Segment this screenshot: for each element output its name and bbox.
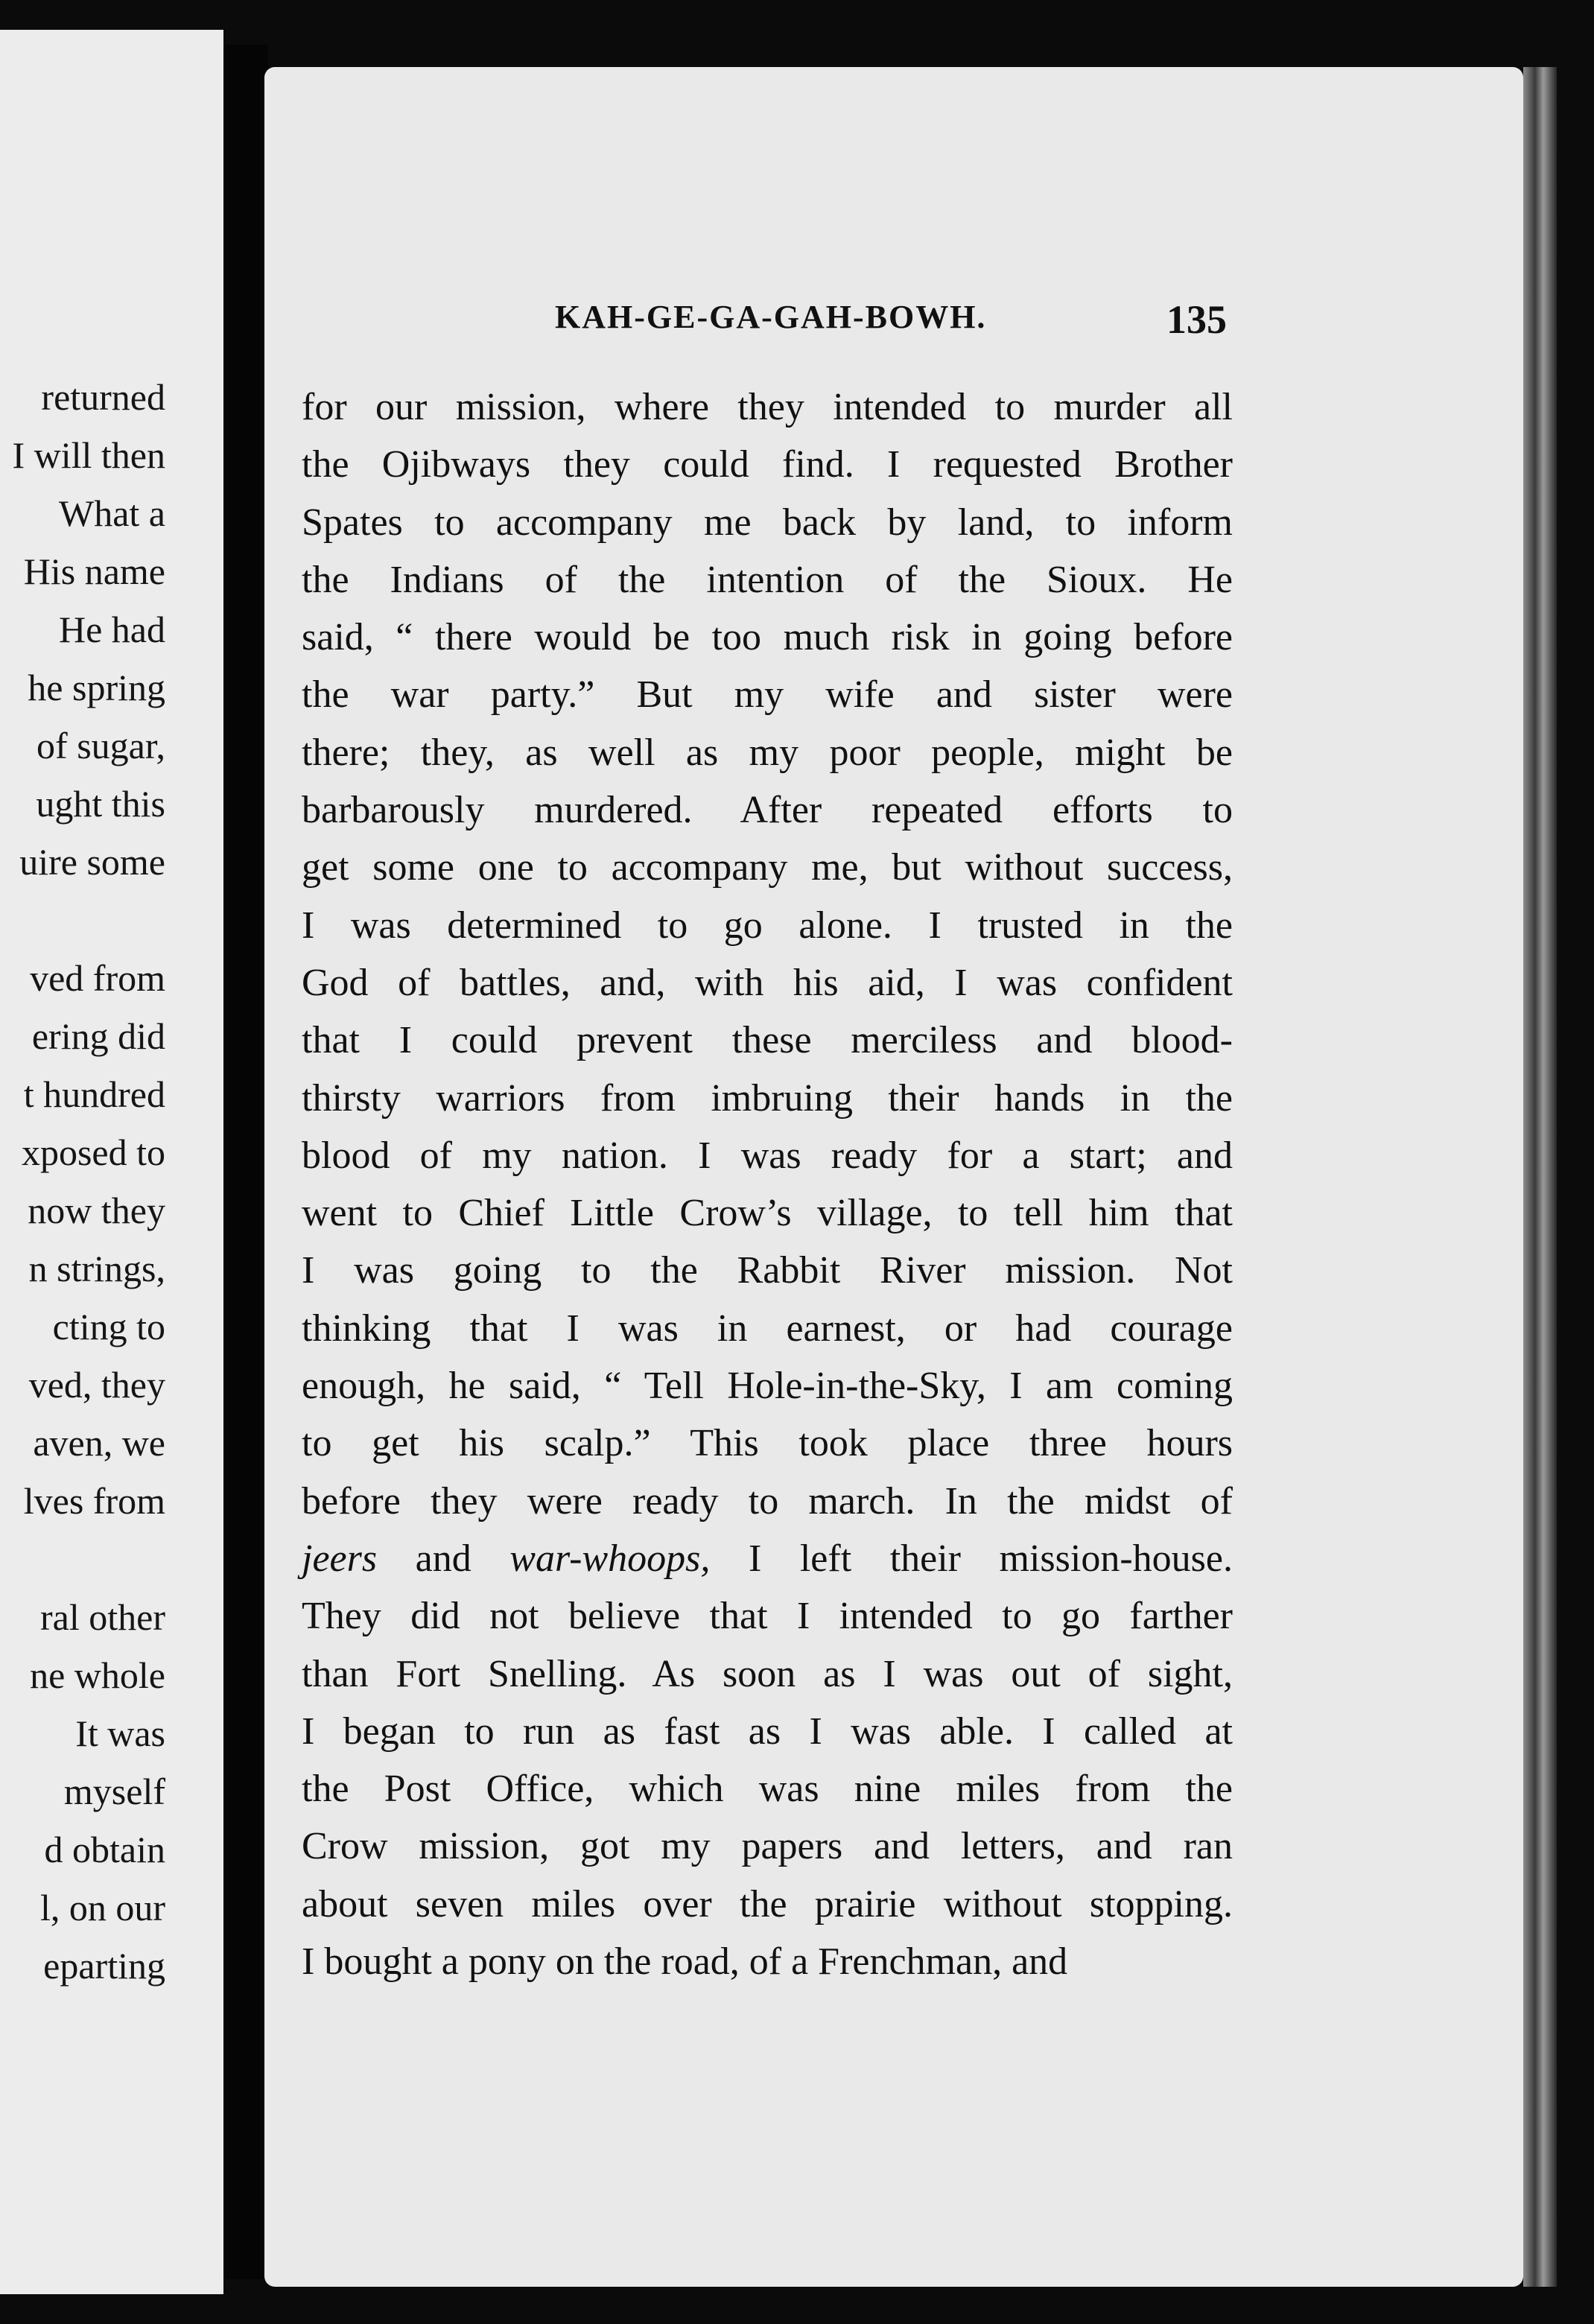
left-page-line: he spring (28, 667, 165, 708)
left-page-line: returned (41, 376, 165, 418)
text-line: the Ojibways they could find. I requested Brother (302, 443, 1233, 486)
left-page-line: eparting (43, 1945, 165, 1987)
left-page-line: t hundred (23, 1073, 165, 1115)
text-line: I bought a pony on the road, of a Frenchman, and (302, 1940, 1068, 1984)
left-page-line: now they (28, 1190, 165, 1231)
text-line: barbarously murdered. After repeated efforts to (302, 789, 1233, 832)
text-line: Crow mission, got my papers and letters, and ran (302, 1825, 1233, 1868)
text-line: said, “ there would be too much risk in going before (302, 616, 1233, 659)
book-gutter (223, 45, 268, 2279)
left-page-line: ral other (40, 1596, 165, 1638)
left-page-fragment (0, 30, 223, 2294)
left-page-line: ering did (31, 1015, 165, 1057)
text-line: blood of my nation. I was ready for a start; and (302, 1134, 1233, 1177)
text-line: get some one to accompany me, but without success, (302, 846, 1233, 889)
text-line: about seven miles over the prairie without stopping. (302, 1882, 1233, 1925)
running-head: KAH-GE-GA-GAH-BOWH. (555, 299, 987, 335)
text-fragment: I left their mission-house. (710, 1537, 1233, 1580)
left-page-line: xposed to (21, 1131, 165, 1173)
left-page-line: n strings, (28, 1248, 165, 1289)
text-line: thinking that I was in earnest, or had courage (302, 1307, 1233, 1350)
text-line: I was going to the Rabbit River mission. Not (302, 1249, 1233, 1292)
left-page-line: uire some (19, 841, 165, 883)
left-page-line: I will then (12, 434, 165, 476)
italic-word-war-whoops: war-whoops, (509, 1537, 711, 1580)
left-page-line: ved from (30, 957, 165, 999)
left-page-line: myself (63, 1771, 165, 1812)
left-page-line: cting to (52, 1306, 165, 1347)
left-page-line: ved, they (28, 1364, 165, 1406)
left-page-line: aven, we (33, 1422, 165, 1464)
text-line: I was determined to go alone. I trusted in the (302, 904, 1233, 947)
left-page-line: His name (23, 550, 165, 592)
left-page-line: of sugar, (36, 725, 165, 766)
left-page-line: ught this (36, 783, 165, 825)
page-edge (1523, 67, 1557, 2287)
left-page-line: d obtain (44, 1829, 165, 1870)
text-line: that I could prevent these merciless and blood- (302, 1019, 1233, 1062)
page-number: 135 (1166, 297, 1227, 342)
text-line: thirsty warriors from imbruing their hands in the (302, 1076, 1233, 1120)
left-page-line: l, on our (39, 1887, 165, 1928)
text-line: before they were ready to march. In the midst of (302, 1479, 1233, 1523)
body-text (302, 378, 1233, 1990)
text-line-italic-mixed (302, 1530, 1233, 1587)
text-line: They did not believe that I intended to go farther (302, 1595, 1233, 1638)
text-line: I began to run as fast as I was able. I called at (302, 1709, 1233, 1753)
text-line: to get his scalp.” This took place three hours (302, 1422, 1233, 1465)
text-line: God of battles, and, with his aid, I was confident (302, 961, 1233, 1004)
left-page-line: lves from (23, 1480, 165, 1522)
text-line: the war party.” But my wife and sister were (302, 673, 1233, 717)
left-page-line: What a (59, 492, 165, 534)
text-line: the Post Office, which was nine miles from the (302, 1768, 1233, 1811)
text-line: Spates to accompany me back by land, to inform (302, 501, 1233, 544)
text-line: than Fort Snelling. As soon as I was out of sight, (302, 1652, 1233, 1695)
text-line: there; they, as well as my poor people, might be (302, 731, 1233, 774)
italic-word-jeers: jeers (302, 1537, 378, 1580)
text-line: for our mission, where they intended to murder all (302, 386, 1233, 428)
text-line: the Indians of the intention of the Sioux. He (302, 558, 1233, 601)
left-page-line: It was (75, 1712, 165, 1754)
text-line: went to Chief Little Crow’s village, to tell him that (302, 1192, 1233, 1235)
left-page-line: ne whole (30, 1654, 165, 1696)
left-page-line: He had (59, 609, 165, 650)
text-fragment: and (377, 1537, 510, 1580)
text-line: enough, he said, “ Tell Hole-in-the-Sky, I am coming (302, 1365, 1233, 1408)
